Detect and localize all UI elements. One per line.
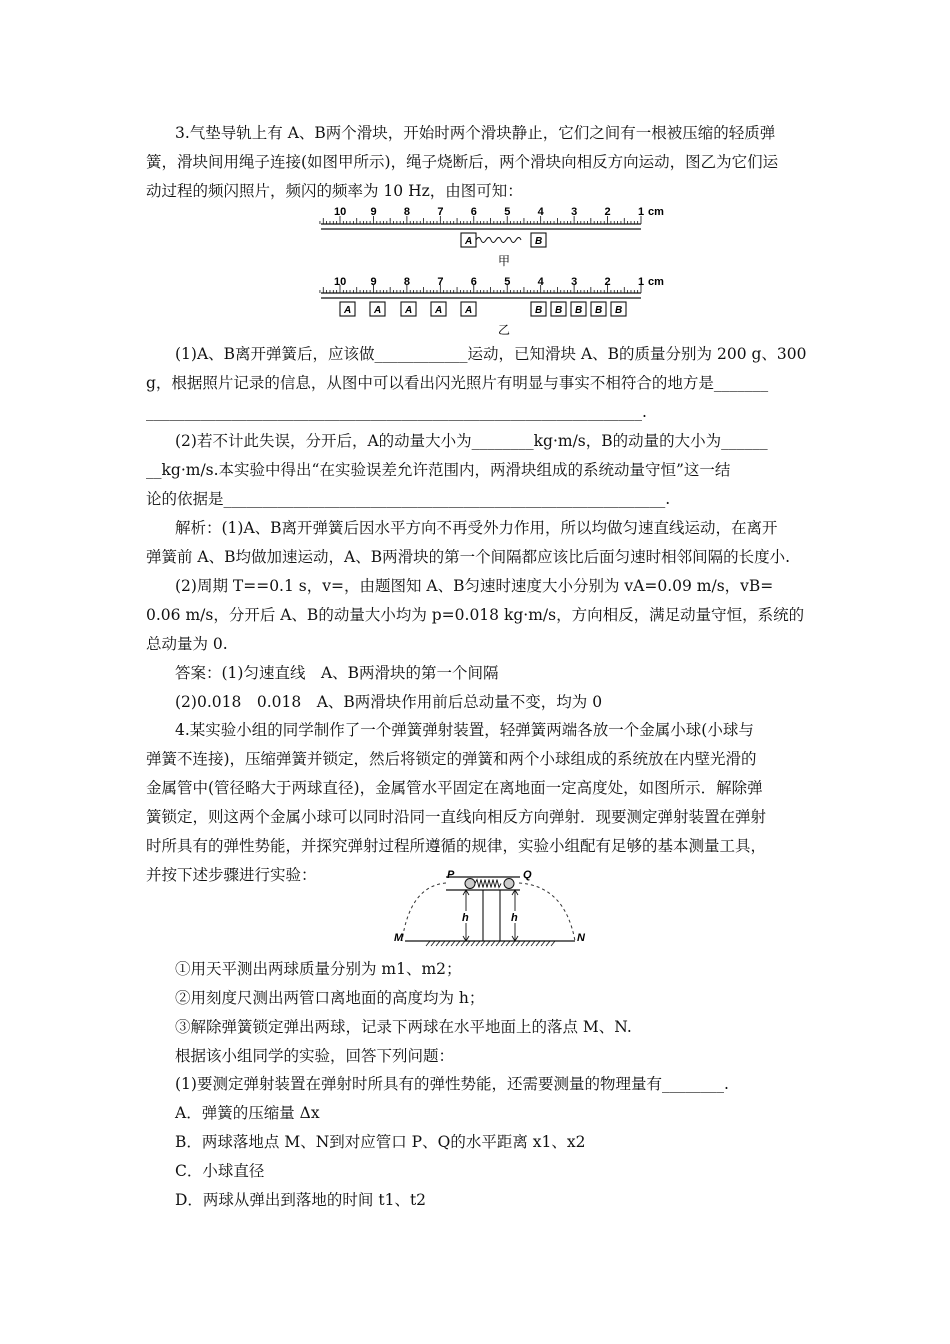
ruler-number: 10 xyxy=(334,206,347,218)
ruler-number: 3 xyxy=(571,206,578,218)
ruler-number: 6 xyxy=(470,276,477,288)
launcher-figure xyxy=(388,864,598,950)
ruler-number: 10 xyxy=(334,276,347,288)
hatch-line xyxy=(466,941,470,946)
flash-blocks-a xyxy=(340,302,476,316)
q3-solution: 解析：(1)A、B离开弹簧后因水平方向不再受外力作用，所以均做匀速直线运动，在离开 xyxy=(175,519,778,537)
q3-part2: 论的依据是_________________________________________________________. xyxy=(146,490,671,508)
ruler-figure xyxy=(318,202,670,340)
ruler-number: 5 xyxy=(504,206,511,218)
hatch-line xyxy=(536,941,540,946)
q3-line: 簧，滑块间用绳子连接(如图甲所示)，绳子烧断后，两个滑块向相反方向运动，图乙为它们运 xyxy=(146,153,779,171)
hatch-line xyxy=(486,941,490,946)
option-d: D．两球从弹出到落地的时间 t1、t2 xyxy=(175,1191,427,1209)
option-b: B．两球落地点 M、N到对应管口 P、Q的水平距离 x1、x2 xyxy=(175,1133,586,1151)
hatch-line xyxy=(471,941,475,946)
q4-step: ③解除弹簧锁定弹出两球，记录下两球在水平地面上的落点 M、N. xyxy=(175,1018,632,1036)
ruler-number: 1 xyxy=(638,276,645,288)
hatch-line xyxy=(521,941,525,946)
label-h-left: h xyxy=(462,912,469,924)
q3-part1: (1)A、B离开弹簧后，应该做____________运动，已知滑块 A、B的质量分别为 200 g、300 xyxy=(175,345,807,363)
label-p: P xyxy=(447,869,455,881)
label-n: N xyxy=(577,932,585,944)
ground-hatch xyxy=(426,941,555,946)
q4-line: 并按下述步骤进行实验： xyxy=(146,866,317,884)
ruler-number: 8 xyxy=(403,276,411,288)
hatch-line xyxy=(551,941,555,946)
hatch-line xyxy=(431,941,435,946)
flash-block-label: B xyxy=(535,305,543,316)
hatch-line xyxy=(501,941,505,946)
hatch-line xyxy=(531,941,535,946)
q4-step: ①用天平测出两球质量分别为 m1、m2； xyxy=(175,960,462,978)
hatch-line xyxy=(526,941,530,946)
ruler-number: 7 xyxy=(437,206,444,218)
q3-line: 动过程的频闪照片，频闪的频率为 10 Hz，由图可知： xyxy=(146,182,523,200)
flash-block-label: A xyxy=(405,305,413,316)
ruler-number: 2 xyxy=(604,276,611,288)
flash-block-label: A xyxy=(435,305,443,316)
flash-block-label: B xyxy=(595,305,603,316)
ruler-number: 3 xyxy=(571,276,578,288)
ruler-number: 2 xyxy=(604,206,611,218)
hatch-line xyxy=(446,941,450,946)
ruler-number: 6 xyxy=(470,206,477,218)
flash-block-label: B xyxy=(615,305,623,316)
q3-part1: ________________________________________________________________. xyxy=(146,403,647,421)
q3-line: 3.气垫导轨上有 A、B两个滑块，开始时两个滑块静止，它们之间有一根被压缩的轻质弹 xyxy=(175,124,776,142)
hatch-line xyxy=(441,941,445,946)
spring-compressed xyxy=(475,880,501,888)
q3-part2: (2)若不计此失误，分开后，A的动量大小为________kg·m/s，B的动量的大小为______ xyxy=(175,432,768,450)
hatch-line xyxy=(456,941,460,946)
q4-line: 金属管中(管径略大于两球直径)，金属管水平固定在离地面一定高度处，如图所示．解除弹 xyxy=(146,779,763,797)
q3-solution: 弹簧前 A、B均做加速运动，A、B两滑块的第一个间隔都应该比后面匀速时相邻间隔的长度小. xyxy=(146,548,791,566)
ruler-number: 4 xyxy=(537,276,544,288)
caption-yi: 乙 xyxy=(498,323,511,337)
hatch-line xyxy=(426,941,430,946)
q3-solution: 总动量为 0. xyxy=(146,635,228,653)
q3-answer: 答案：(1)匀速直线 A、B两滑块的第一个间隔 xyxy=(175,664,499,682)
hatch-line xyxy=(511,941,515,946)
ruler-number: 9 xyxy=(370,206,377,218)
caption-jia: 甲 xyxy=(498,254,511,268)
q3-part2: __kg·m/s.本实验中得出“在实验误差允许范围内，两滑块组成的系统动量守恒”这一结 xyxy=(146,461,731,479)
q4-line: 时所具有的弹性势能，并探究弹射过程所遵循的规律，实验小组配有足够的基本测量工具， xyxy=(146,837,767,855)
block-b-label: B xyxy=(535,236,543,247)
q3-solution: (2)周期 T==0.1 s，v=，由题图知 A、B匀速时速度大小分别为 vA=0.09 m/s，vB= xyxy=(175,577,774,595)
hatch-line xyxy=(541,941,545,946)
ruler-unit: cm xyxy=(648,276,664,288)
ruler-bottom xyxy=(320,276,664,298)
flash-block-label: B xyxy=(555,305,563,316)
flash-blocks-b xyxy=(531,302,626,316)
ruler-unit: cm xyxy=(648,206,664,218)
ruler-number: 1 xyxy=(638,206,645,218)
q3-solution: 0.06 m/s，分开后 A、B的动量大小均为 p=0.018 kg·m/s，方向相反，满足动量守恒，系统的 xyxy=(146,606,805,624)
flash-block-label: A xyxy=(374,305,382,316)
block-a-label: A xyxy=(465,236,473,247)
ruler-number: 9 xyxy=(370,276,377,288)
hatch-line xyxy=(506,941,510,946)
ball-right xyxy=(504,879,514,889)
ruler-top xyxy=(320,206,664,229)
hatch-line xyxy=(546,941,550,946)
trajectory-left xyxy=(402,883,446,941)
hatch-line xyxy=(516,941,520,946)
hatch-line xyxy=(496,941,500,946)
option-a: A．弹簧的压缩量 Δx xyxy=(175,1104,320,1122)
flash-block-label: B xyxy=(575,305,583,316)
q4-line: 簧锁定，则这两个金属小球可以同时沿同一直线向相反方向弹射．现要测定弹射装置在弹射 xyxy=(146,808,767,826)
ball-left xyxy=(465,879,475,889)
q4-line: 4.某实验小组的同学制作了一个弹簧弹射装置，轻弹簧两端各放一个金属小球(小球与 xyxy=(175,721,754,739)
option-c: C．小球直径 xyxy=(175,1162,265,1180)
label-h-right: h xyxy=(511,912,518,924)
spring xyxy=(476,238,521,243)
q4-line: 弹簧不连接)，压缩弹簧并锁定，然后将锁定的弹簧和两个小球组成的系统放在内壁光滑的 xyxy=(146,750,757,768)
trajectory-right xyxy=(519,883,575,941)
flash-block-label: A xyxy=(465,305,473,316)
hatch-line xyxy=(436,941,440,946)
q4-step: ②用刻度尺测出两管口离地面的高度均为 h； xyxy=(175,989,485,1007)
label-m: M xyxy=(394,932,404,944)
label-q: Q xyxy=(523,869,532,881)
hatch-line xyxy=(451,941,455,946)
q4-intro: 根据该小组同学的实验，回答下列问题： xyxy=(175,1047,455,1065)
hatch-line xyxy=(481,941,485,946)
q3-part1: g，根据照片记录的信息，从图中可以看出闪光照片有明显与事实不相符合的地方是_______ xyxy=(146,374,769,392)
ruler-number: 4 xyxy=(537,206,544,218)
ruler-number: 5 xyxy=(504,276,511,288)
hatch-line xyxy=(476,941,480,946)
hatch-line xyxy=(461,941,465,946)
ruler-number: 8 xyxy=(403,206,411,218)
ruler-number: 7 xyxy=(437,276,444,288)
q4-question: (1)要测定弹射装置在弹射时所具有的弹性势能，还需要测量的物理量有________. xyxy=(175,1075,729,1093)
hatch-line xyxy=(491,941,495,946)
flash-block-label: A xyxy=(344,305,352,316)
q3-answer: (2)0.018 0.018 A、B两滑块作用前后总动量不变，均为 0 xyxy=(175,693,603,711)
